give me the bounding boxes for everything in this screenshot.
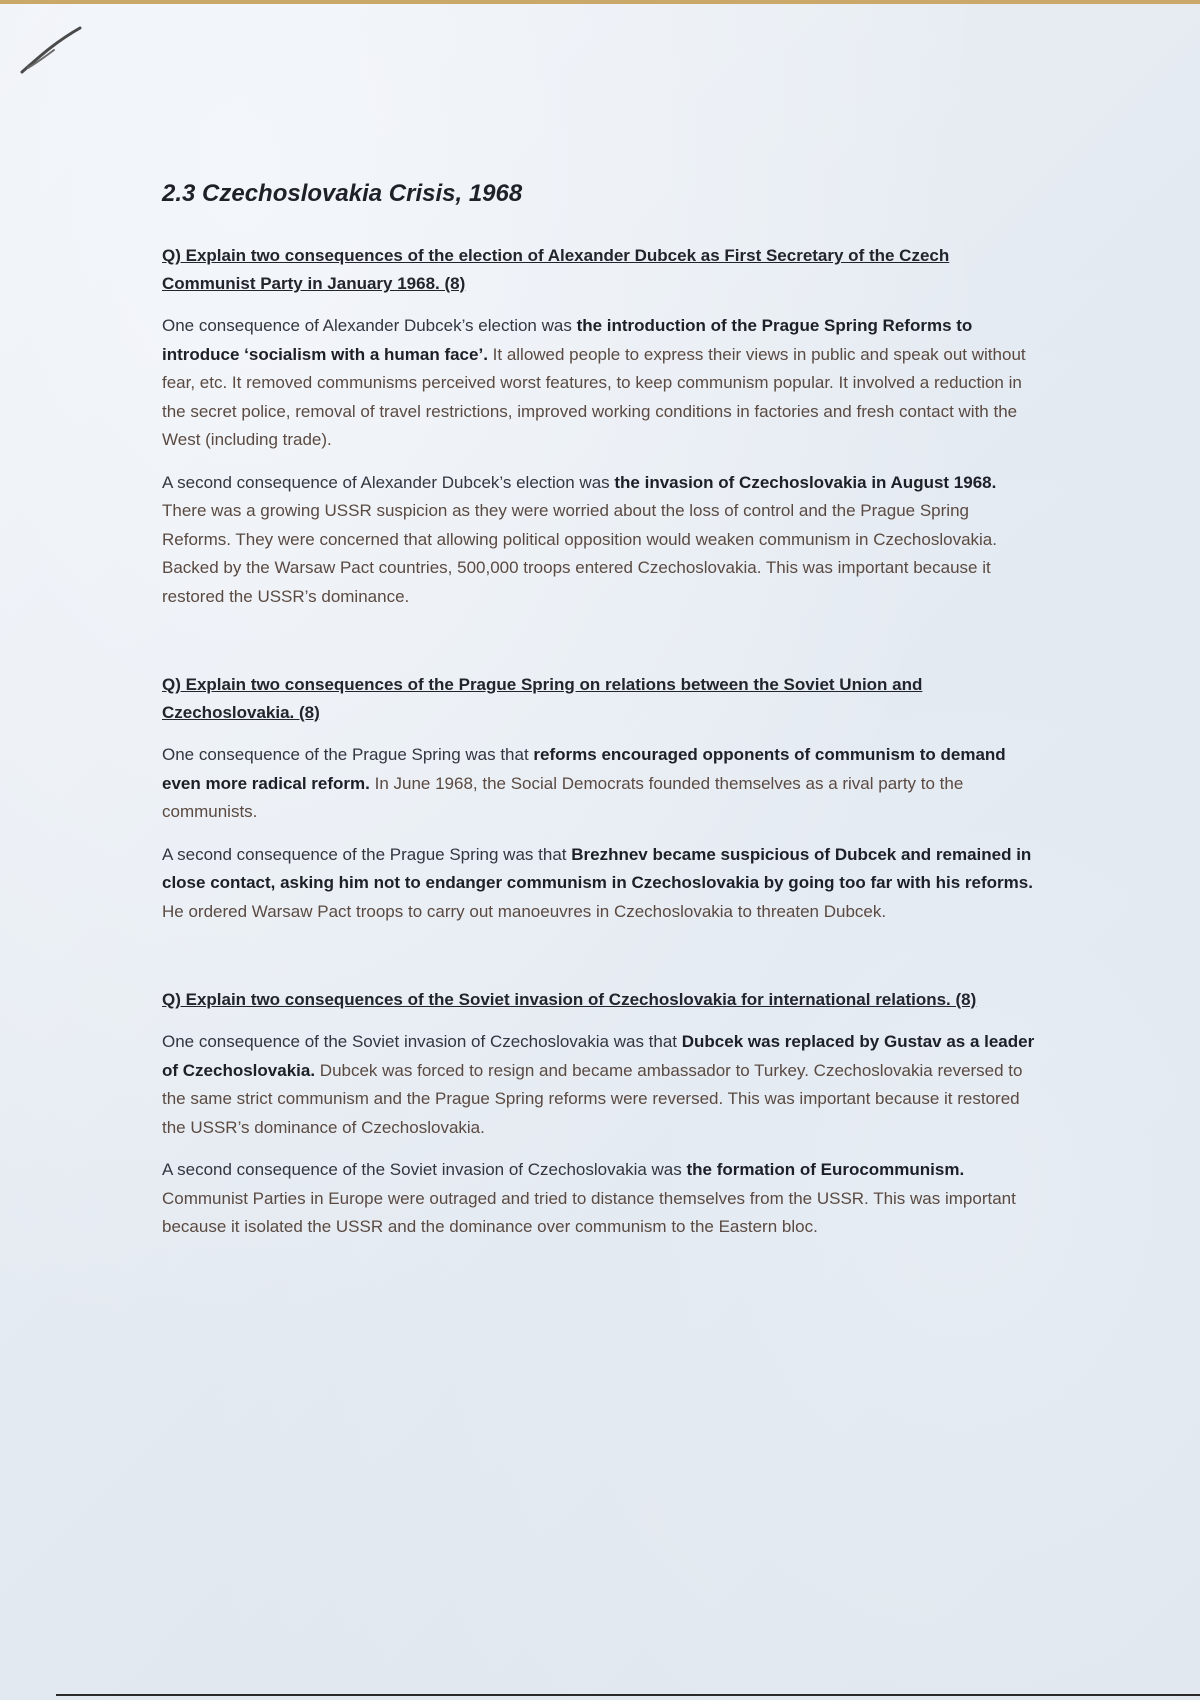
paragraph-lead: A second consequence of the Soviet invasion of Czechoslovakia was — [162, 1160, 687, 1179]
answer-paragraph — [162, 741, 1042, 827]
paragraph-lead: One consequence of the Soviet invasion of Czechoslovakia was that — [162, 1032, 682, 1051]
paragraph-lead: A second consequence of Alexander Dubcek’s election was — [162, 472, 615, 492]
paragraph-explanation: In June 1968, the Social Democrats founded themselves as a rival party to the communists. — [162, 773, 964, 821]
answer-paragraph — [162, 1028, 1042, 1142]
question-section-1 — [162, 242, 1042, 611]
paragraph-lead: A second consequence of the Prague Spring was that — [162, 844, 572, 864]
paragraph-explanation: He ordered Warsaw Pact troops to carry out manoeuvres in Czechoslovakia to threaten Dubcek. — [162, 901, 887, 921]
paragraph-explanation: It allowed people to express their views in public and speak out without fear, etc. It removed communisms perceived worst features, to keep communism popular. It involved a reduction in the secret police, removal of travel restrictions, improved working conditions in factories and fresh contact with the West (including trade). — [162, 344, 1026, 449]
paragraph-lead: One consequence of Alexander Dubcek’s election was — [162, 316, 577, 335]
paragraph-key-point: the formation of Eurocommunism. — [686, 1160, 965, 1179]
answer-paragraph — [162, 312, 1042, 455]
question-heading: Q) Explain two consequences of the Prague Spring on relations between the Soviet Union and Czechoslovakia. (8) — [162, 675, 923, 722]
question-section-2 — [162, 671, 1042, 926]
document-body — [162, 180, 1042, 1302]
paper-top-edge — [0, 0, 1200, 4]
page-title: 2.3 Czechoslovakia Crisis, 1968 — [162, 180, 523, 207]
pen-stroke-mark — [18, 22, 88, 82]
paragraph-key-point: Brezhnev became suspicious of Dubcek and remained in close contact, asking him not to endanger communism in Czechoslovakia by going too far with his reforms. — [162, 844, 1033, 892]
paragraph-explanation: Communist Parties in Europe were outraged and tried to distance themselves from the USSR. This was important because it isolated the USSR and the dominance over communism to the Eastern bloc. — [162, 1188, 1016, 1236]
paragraph-key-point: the invasion of Czechoslovakia in August 1968. — [614, 472, 997, 492]
bottom-rule — [56, 1694, 1200, 1696]
paragraph-explanation: There was a growing USSR suspicion as they were worried about the loss of control and the Prague Spring Reforms. They were concerned that allowing political opposition would weaken communism in Czechoslovakia. Backed by the Warsaw Pact countries, 500,000 troops entered Czechoslovakia. This was important because it restored the USSR’s dominance. — [162, 501, 997, 606]
paragraph-lead: One consequence of the Prague Spring was that — [162, 745, 534, 764]
answer-paragraph — [162, 841, 1042, 927]
paragraph-key-point: the introduction of the Prague Spring Reforms to introduce ‘socialism with a human face’. — [162, 316, 973, 364]
paragraph-key-point: reforms encouraged opponents of communism to demand even more radical reform. — [162, 745, 1006, 793]
question-heading: Q) Explain two consequences of the Soviet invasion of Czechoslovakia for international relations. (8) — [162, 990, 977, 1009]
question-section-3 — [162, 986, 1042, 1242]
paragraph-explanation: Dubcek was forced to resign and became ambassador to Turkey. Czechoslovakia reversed to the same strict communism and the Prague Spring reforms were reversed. This was important because it restored the USSR’s dominance of Czechoslovakia. — [162, 1060, 1023, 1137]
paragraph-key-point: Dubcek was replaced by Gustav as a leader of Czechoslovakia. — [162, 1032, 1035, 1080]
answer-paragraph — [162, 469, 1042, 612]
question-heading: Q) Explain two consequences of the election of Alexander Dubcek as First Secretary of the Czech Communist Party in January 1968. (8) — [162, 246, 950, 293]
answer-paragraph — [162, 1156, 1042, 1242]
